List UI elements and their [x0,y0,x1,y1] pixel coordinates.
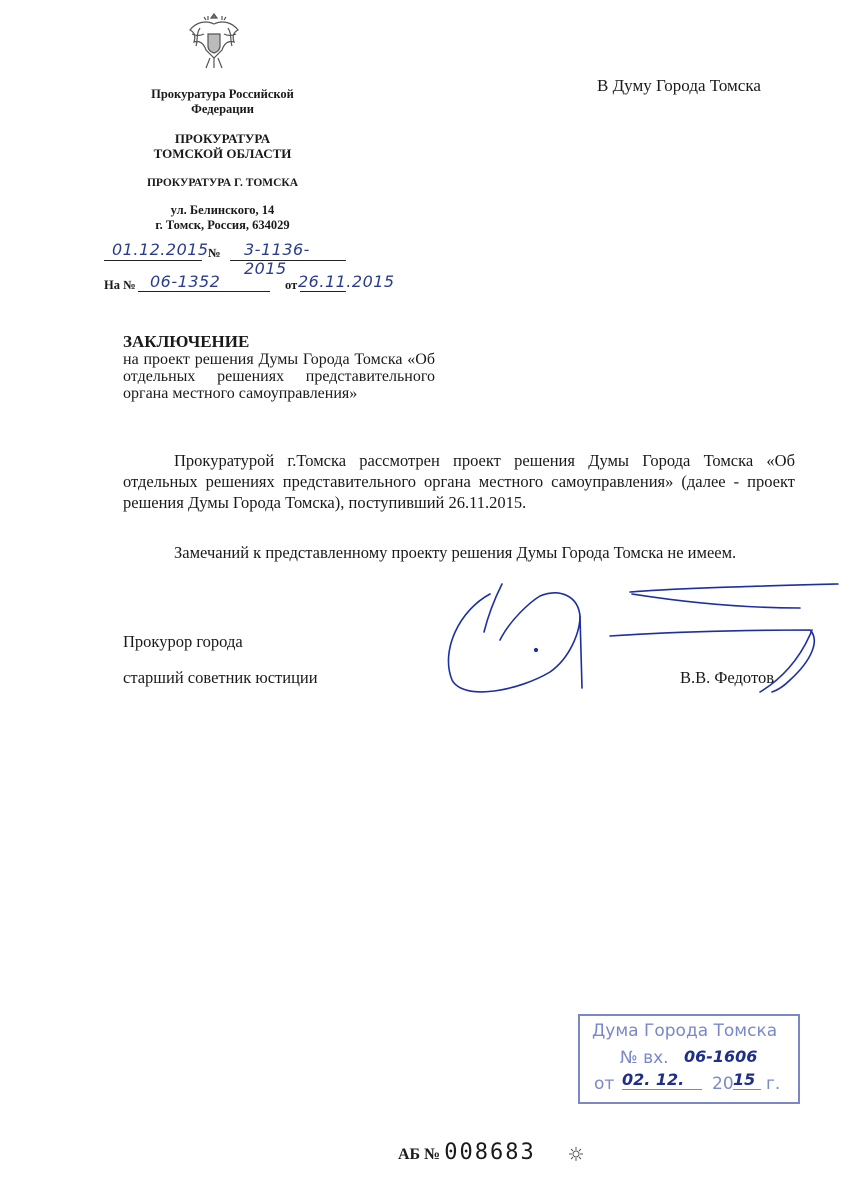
letterhead-address-line2: г. Томск, Россия, 634029 [155,218,290,232]
reference-date-field [298,271,395,292]
body-paragraph-1: Прокуратурой г.Томска рассмотрен проект решения Думы Города Томска «Об отдельных решениях представительного органа местного самоуправления» (далее - проект решения Думы Города Томска), поступивший 26.11.2015. [123,451,795,512]
letterhead-org [105,87,340,117]
document-subject: на проект решения Думы Города Томска «Об отдельных решениях представительного органа местного самоуправления» [123,351,435,402]
outgoing-number-field [230,240,346,278]
reference-number-field [138,271,270,292]
letterhead-city-office: ПРОКУРАТУРА Г. ТОМСКА [146,177,299,189]
serial-number: 008683 [444,1140,536,1165]
stamp-in-label: № вх. [620,1048,669,1068]
letterhead-region-line1: ПРОКУРАТУРА [174,131,271,146]
letterhead-region-line2: ТОМСКОЙ ОБЛАСТИ [153,146,292,161]
letterhead-org-line1: Прокуратура Российской [151,87,294,101]
letterhead-address [105,203,340,233]
document-title: ЗАКЛЮЧЕНИЕ [123,332,250,351]
security-rosette-icon [568,1146,584,1162]
form-serial [398,1140,536,1165]
outgoing-number: 3-1136-2015 [244,240,310,278]
letterhead-region [105,131,340,161]
stamp-year-suffix-label: г. [766,1074,781,1094]
signatory-position: Прокурор города [123,632,243,651]
addressee: В Думу Города Томска [597,76,761,95]
outgoing-number-label: № [208,246,221,260]
outgoing-date: 01.12.2015 [112,240,209,259]
reference-date: 26.11.2015 [298,272,395,291]
stamp-in-number: 06-1606 [684,1047,758,1066]
signatory-name: В.В. Федотов [680,668,774,687]
letterhead-org-line2: Федерации [191,102,254,116]
reference-number-label: На № [104,278,136,292]
handwritten-signature [440,580,840,700]
stamp-date-label: от [594,1074,615,1094]
stamp-year-suffix: 15 [733,1070,761,1090]
reference-date-label: от [285,278,298,292]
letterhead-address-line1: ул. Белинского, 14 [170,203,275,217]
signatory-rank: старший советник юстиции [123,668,318,687]
stamp-date: 02. 12. [622,1070,702,1090]
stamp-year-prefix: 20 [712,1074,734,1094]
reference-number: 06-1352 [150,272,221,291]
serial-label: АБ № [398,1146,441,1163]
incoming-stamp [578,1014,800,1104]
outgoing-date-field [104,240,209,261]
stamp-org: Дума Города Томска [592,1021,778,1041]
body-paragraph-2: Замечаний к представленному проекту решения Думы Города Томска не имеем. [174,543,737,562]
coat-of-arms-icon [186,10,242,72]
